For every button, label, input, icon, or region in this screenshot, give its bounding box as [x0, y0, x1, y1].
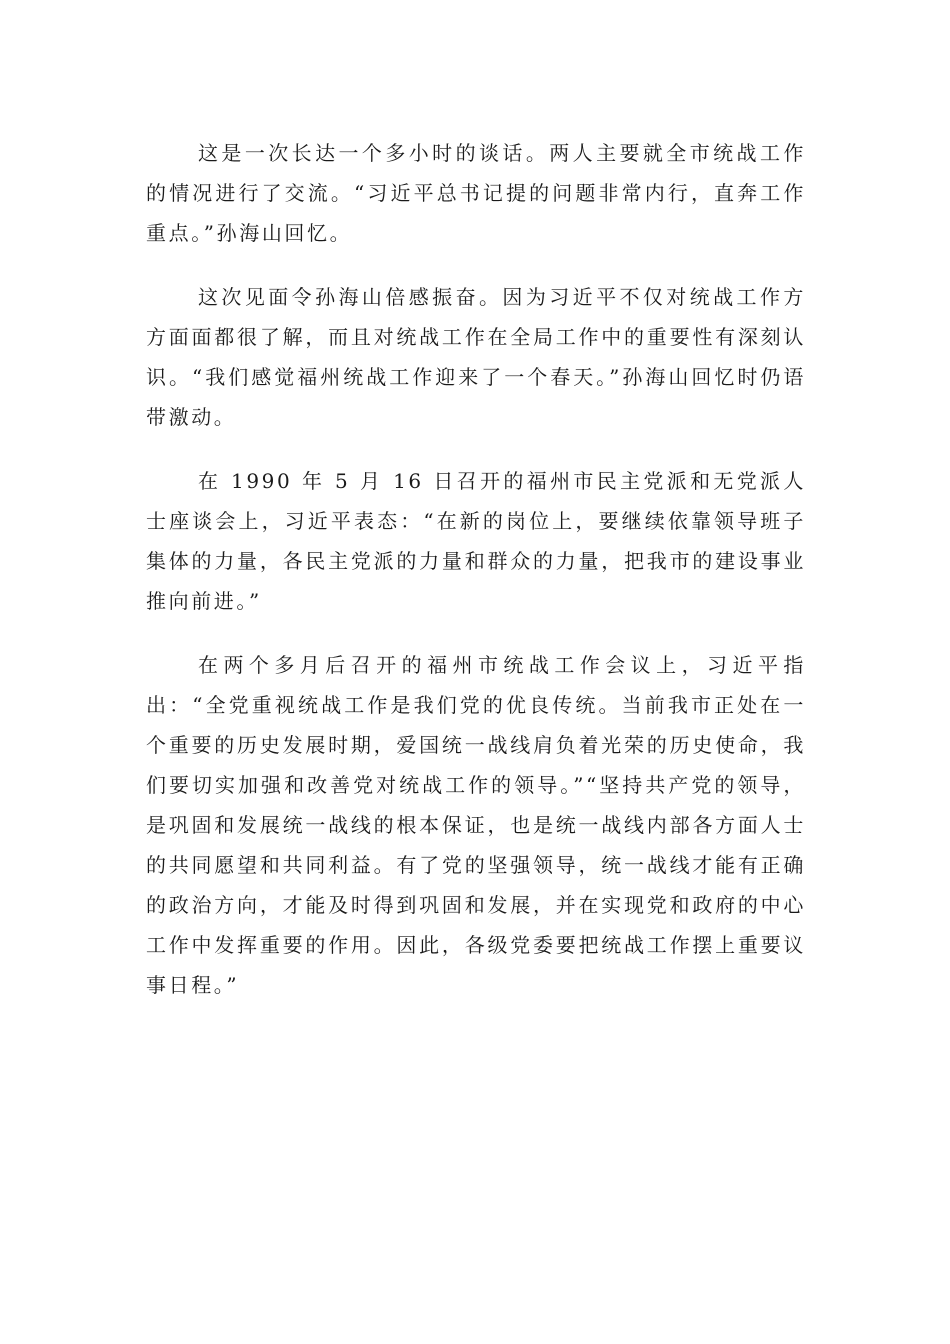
- document-body: [146, 133, 806, 1005]
- paragraph-3: 在 1990 年 5 月 16 日召开的福州市民主党派和无党派人士座谈会上，习近平表态：“在新的岗位上，要继续依靠领导班子集体的力量，各民主党派的力量和群众的力量，把我市的建设事业推向前进。”: [146, 469, 806, 613]
- paragraph-2: 这次见面令孙海山倍感振奋。因为习近平不仅对统战工作方方面面都很了解，而且对统战工作在全局工作中的重要性有深刻认识。“我们感觉福州统战工作迎来了一个春天。”孙海山回忆时仍语带激动。: [146, 285, 806, 429]
- paragraph-1: 这是一次长达一个多小时的谈话。两人主要就全市统战工作的情况进行了交流。“习近平总书记提的问题非常内行，直奔工作重点。”孙海山回忆。: [146, 141, 806, 245]
- paragraph-4: 在两个多月后召开的福州市统战工作会议上，习近平指出：“全党重视统战工作是我们党的优良传统。当前我市正处在一个重要的历史发展时期，爱国统一战线肩负着光荣的历史使命，我们要切实加强和改善党对统战工作的领导。”“坚持共产党的领导，是巩固和发展统一战线的根本保证，也是统一战线内部各方面人士的共同愿望和共同利益。有了党的坚强领导，统一战线才能有正确的政治方向，才能及时得到巩固和发展，并在实现党和政府的中心工作中发挥重要的作用。因此，各级党委要把统战工作摆上重要议事日程。”: [146, 653, 806, 997]
